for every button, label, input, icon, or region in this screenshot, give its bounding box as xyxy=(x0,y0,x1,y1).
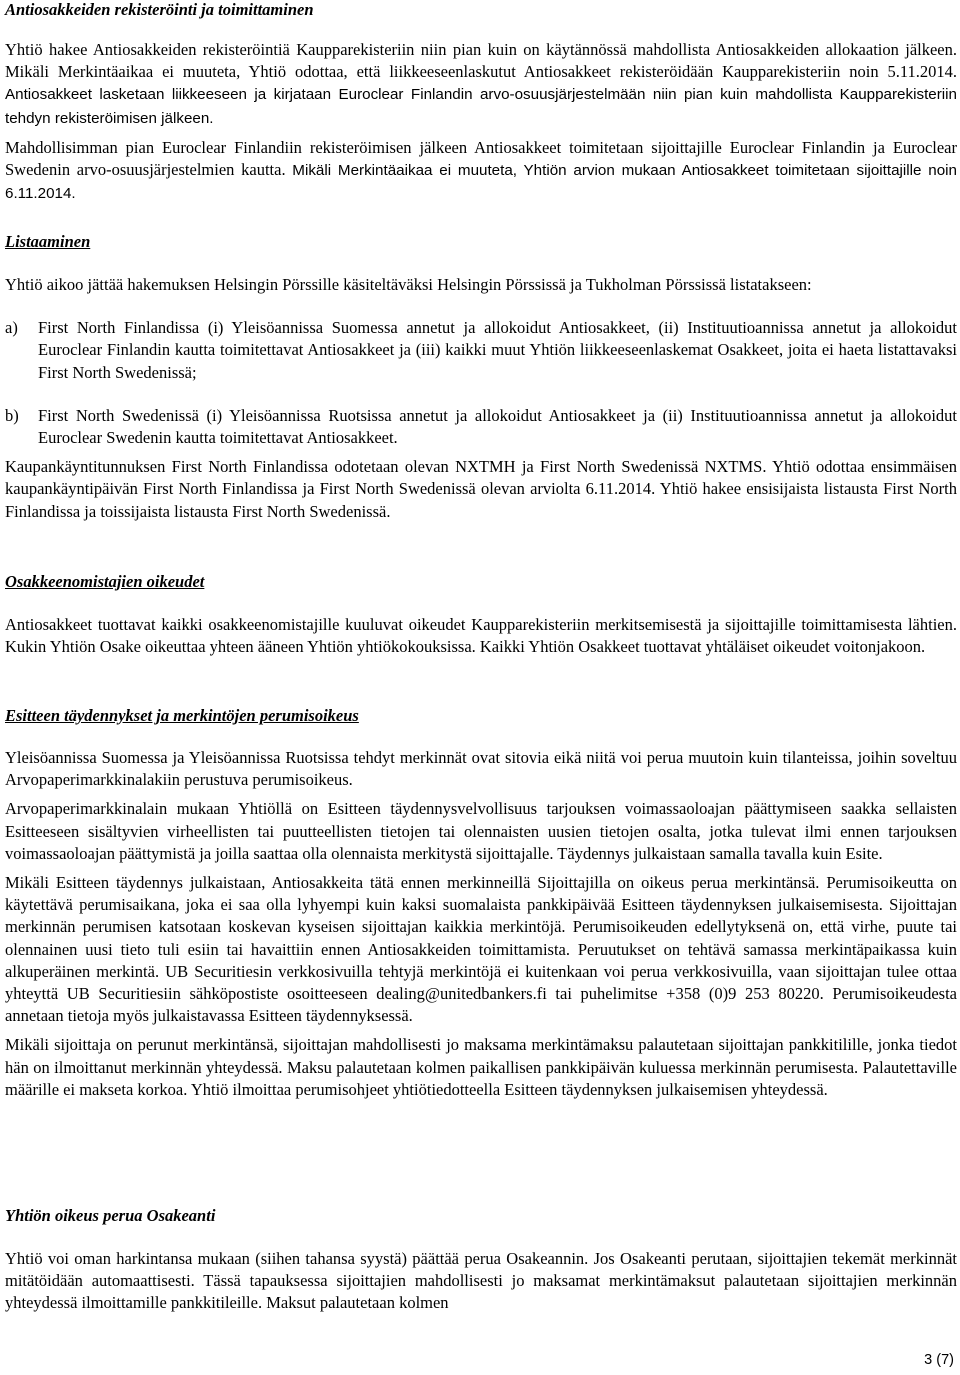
paragraph: Arvopaperimarkkinalain mukaan Yhtiöllä on Esitteen täydennysvelvollisuus tarjouksen voimassaoloajan päättymiseen saakka sellaisten Esitteeseen sisältyvien virheellisten tai puutteellisten tietojen tai olennaisten uusien tietojen osalta, jotka tulevat ilmi ennen tarjouksen voimassaoloajan päättymistä ja joilla saattaa olla olennaista merkitystä sijoittajalle. Täydennys julkaistaan samalla tavalla kuin Esite. xyxy=(5,799,957,863)
section-heading-listing: Listaaminen xyxy=(5,232,91,251)
paragraph-text: Antiosakkeet lasketaan liikkeeseen ja kirjataan Euroclear Finlandin arvo-osuusjärjestelmään niin pian kuin mahdollista Kaupparekisteriin tehdyn rekisteröimisen jälkeen. xyxy=(5,86,957,127)
paragraph-text: Yhtiö hakee Antiosakkeiden rekisteröintiä Kaupparekisteriin niin pian kuin on käytännössä mahdollista Antiosakkeiden allokaation jälkeen. Mikäli Merkintäaikaa ei muuteta, Yhtiö odottaa, että liikkeeseenlaskutut Antiosakkeet rekisteröidään Kaupparekisteriin noin 5.11.2014. xyxy=(5,40,957,82)
section-heading-supplements: Esitteen täydennykset ja merkintöjen perumisoikeus xyxy=(5,706,359,725)
section-heading-shareholder-rights: Osakkeenomistajien oikeudet xyxy=(5,572,205,591)
paragraph: Antiosakkeet tuottavat kaikki osakkeenomistajille kuuluvat oikeudet Kaupparekisteriin merkitsemisestä ja sijoittajille toimittamisesta lähtien. Kukin Yhtiön Osake oikeuttaa yhteen ääneen Yhtiön yhtiökokouksissa. Kaikki Yhtiön Osakkeet tuottavat yhtäläiset oikeudet voitonjakoon. xyxy=(5,615,957,657)
listing-block xyxy=(5,274,957,523)
list-item-text: First North Swedenissä (i) Yleisöannissa Ruotsissa annetut ja allokoidut Antiosakkeet ja (ii) Instituutioannissa annetut ja allokoidut Euroclear Swedenin kautta toimitettavat Antiosakkeet. xyxy=(38,405,957,448)
list-item xyxy=(5,317,957,384)
paragraph-text: Mikäli Merkintäaikaa ei muuteta, Yhtiön arvion mukaan Antiosakkeet toimitetaan sijoittajille noin 6.11.2014. xyxy=(5,162,957,203)
paragraph: Yhtiö voi oman harkintansa mukaan (siihen tahansa syystä) päättää perua Osakeannin. Jos Osakeanti perutaan, sijoittajien tekemät merkinnät mitätöidään automaattisesti. Tässä tapauksessa sijoittajien mahdollisesti jo maksamat merkintämaksut palautetaan sijoittajien merkinnän yhteydessä ilmoittamille pankkitileille. Maksut palautetaan kolmen xyxy=(5,1249,957,1313)
section-heading-registration: Antiosakkeiden rekisteröinti ja toimittaminen xyxy=(5,0,314,19)
paragraph: Yleisöannissa Suomessa ja Yleisöannissa Ruotsissa tehdyt merkinnät ovat sitovia eikä niitä voi perua muutoin kuin tilanteissa, joihin soveltuu Arvopaperimarkkinalakiin perustuva perumisoikeus. xyxy=(5,748,957,790)
list-marker: b) xyxy=(5,405,19,425)
cancellation-block xyxy=(5,1248,957,1315)
paragraph-text: Mahdollisimman pian Euroclear Finlandiin rekisteröimisen jälkeen Antiosakkeet toimitetaan sijoittajille Euroclear Finlandin ja Euroclear Swedenin arvo-osuusjärjestelmien kautta. xyxy=(5,137,957,180)
rights-block xyxy=(5,614,957,658)
list-item-text: First North Finlandissa (i) Yleisöannissa Suomessa annetut ja allokoidut Antiosakkeet, (ii) Instituutioannissa annetut ja allokoidut Euroclear Finlandin kautta toimitettavat Antiosakkeet ja (iii) kaikki muut Yhtiön liikkeeseenlaskemat Osakkeet, joita ei haeta listattavaksi First North Swedenissä; xyxy=(38,318,957,382)
paragraph xyxy=(5,137,957,206)
section-heading-cancellation: Yhtiön oikeus perua Osakeanti xyxy=(5,1206,216,1225)
paragraph: Yhtiö aikoo jättää hakemuksen Helsingin Pörssille käsiteltäväksi Helsingin Pörssissä ja Tukholman Pörssissä listatakseen: xyxy=(5,275,812,294)
registration-block xyxy=(5,39,957,205)
paragraph: Mikäli Esitteen täydennys julkaistaan, Antiosakkeita tätä ennen merkinneillä Sijoittajilla on oikeus perua merkintänsä. Perumisoikeutta on käytettävä perumisaikana, joka ei saa olla lyhyempi kuin kaksi suomalaista pankkipäivää Esitteen täydennyksen julkaisemisesta. Sijoittajan merkinnän perumisen katsotaan koskevan kyseisen sijoittajan kaikkia merkintöjä. Perumisoikeuden edellytyksenä on, että virhe, puute tai olennainen uusi tieto tuli esiin tai havaittiin ennen Antiosakkeiden toimittamista. Peruutukset on tehtävä samassa merkintäpaikassa kuin alkuperäinen merkintä. UB Securitiesin verkkosivuilla tehtyjä merkintöjä ei kuitenkaan voi perua verkkosivuilla, vaan sijoittajan tulee ottaa yhteyttä UB Securitiesiin sähköpostiste osoitteeseen dealing@unitedbankers.fi tai puhelimitse +358 (0)9 253 80220. Perumisoikeudesta annetaan tietoja myös julkaistavassa Esitteen täydennyksessä. xyxy=(5,873,957,1026)
paragraph xyxy=(5,39,957,130)
paragraph: Kaupankäyntitunnuksen First North Finlandissa odotetaan olevan NXTMH ja First North Swedenissä NXTMS. Yhtiö odottaa ensimmäisen kaupankäyntipäivän First North Finlandissa ja First North Swedenissä olevan arviolta 6.11.2014. Yhtiö hakee ensisijaista listausta First North Finlandissa ja toissijaista listausta First North Swedenissä. xyxy=(5,457,957,521)
supplements-block xyxy=(5,747,957,1101)
list-item xyxy=(5,405,957,449)
list-marker: a) xyxy=(5,318,18,338)
page-number: 3 (7) xyxy=(924,1352,954,1368)
paragraph: Mikäli sijoittaja on perunut merkintänsä, sijoittajan mahdollisesti jo maksama merkintämaksu palautetaan sijoittajan pankkitilille, jonka tiedot hän on ilmoittanut merkinnän yhteydessä. Maksu palautetaan kolmen paikallisen pankkipäivän kuluessa merkinnän perumisesta. Palautettaville määrille ei makseta korkoa. Yhtiö ilmoittaa perumisohjeet yhtiötiedotteella Esitteen täydennyksen julkaisemisen yhteydessä. xyxy=(5,1035,957,1099)
